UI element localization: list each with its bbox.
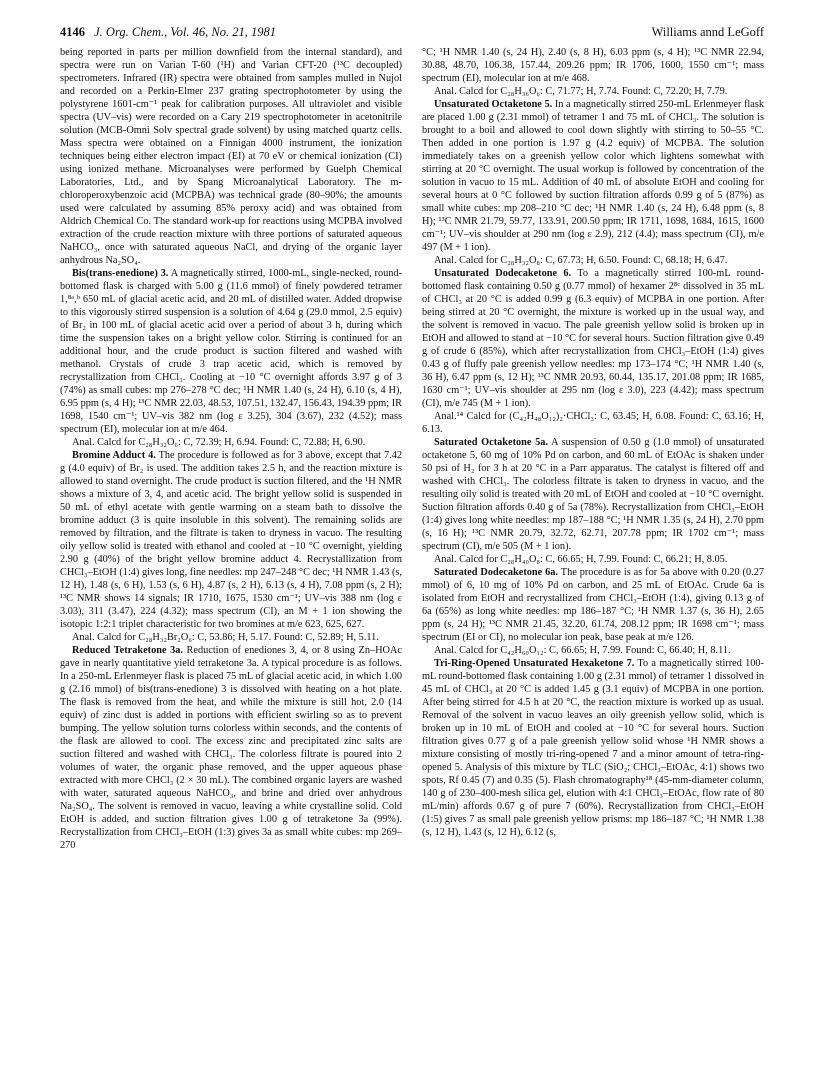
left-column (60, 46, 402, 1058)
paragraph-text: Anal.¹⁴ Calcd for (C₄₂H₄₈O₁₂)₂·CHCl₃: C, 63.45; H, 6.08. Found: C, 63.16; H, 6.13. (422, 411, 764, 435)
paragraph-text: being reported in parts per million downfield from the internal standard), and spectra were run on Varian T-60 (¹H) and Varian CFT-20 (¹³C decoupled) spectrometers. Infrared (IR) spectra were obtained from samples mulled in Nujol and recorded on a Perkin-Elmer 237 grating spectrophotometer by using the polystyrene 1601-cm⁻¹ peak for calibration purposes. All ultraviolet and visible spectra (UV–vis) were recorded on a Cary 219 spectrophotometer in acetonitrile solution (MCB-Omni Solv spectral grade solvent) by using matched quartz cells. Mass spectra were obtained on a Finnigan 4000 instrument, the ionization techniques being either electron impact (EI) at 70 eV or chemical ionization (CI) using ionized methane. Microanalyses were performed by Guelph Chemical Laboratories, Ltd., and by Spang Microanalytical Laboratory. The m-chloroperoxybenzoic acid (MCPBA) was technical grade (80–90%; the amounts used were calculated by assuming 85% peroxy acid) and was obtained from Aldrich Chemical Co. The standard work-up for reactions using MCPBA involved extraction of the crude reaction mixture with three portions of saturated aqueous NaHCO₃, once with saturated aqueous NaCl, and drying of the organic layer anhydrous Na₂SO₄. (60, 47, 402, 266)
page-number: 4146 (60, 25, 85, 39)
paragraph (422, 254, 764, 267)
header-left (60, 22, 276, 42)
paragraph (422, 85, 764, 98)
right-column (422, 46, 764, 1058)
paragraph-text: Anal. Calcd for C₂₈H₃₂Br₂O₆: C, 53.86; H, 5.17. Found: C, 52.89; H, 5.11. (72, 632, 379, 643)
paragraph (422, 267, 764, 410)
paragraph-text: °C; ¹H NMR 1.40 (s, 24 H), 2.40 (s, 8 H), 6.03 ppm (s, 4 H); ¹³C NMR 22.94, 30.88, 48.70, 106.38, 157.44, 209.26 ppm; IR 1706, 1600, 1550 cm⁻¹; mass spectrum (EI), molecular ion at m/e 468. (422, 47, 764, 84)
paragraph-heading: Saturated Dodecaketone 6a. (434, 567, 559, 578)
paragraph-heading: Tri-Ring-Opened Unsaturated Hexaketone 7. (434, 658, 635, 669)
paragraph-text: A suspension of 0.50 g (1.0 mmol) of unsaturated octaketone 5, 60 mg of 10% Pd on carbon, and 60 mL of EtOAc is shaken under 50 psi of H₂ for 3 h at 20 °C in a Parr apparatus. The catalyst is filtered off and washed with CHCl₃. The colorless filtrate is taken to dryness in vacuo, and the resulting oily solid is treated with 20 mL of EtOH and cooled at −10 °C overnight. Suction filtration affords 0.40 g of 5a (78%). Recrystallization from CHCl₃–EtOH (1:4) gives long white needles: mp 187–188 °C; ¹H NMR 1.35 (s, 24 H), 2.70 ppm (s, 16 H); ¹³C NMR 20.79, 32.72, 62.71, 207.78 ppm; IR 1702 cm⁻¹; mass spectrum (CI), m/e 505 (M + 1 ion). (422, 437, 764, 552)
paragraph (422, 566, 764, 644)
paragraph-text: Anal. Calcd for C₂₈H₃₆O₆: C, 71.77; H, 7.74. Found: C, 72.20; H, 7.79. (434, 86, 728, 97)
paragraph-text: The procedure is as for 5a above with 0.20 (0.27 mmol) of 6, 10 mg of 10% Pd on carbon, and 25 mL of EtOAc. Crude 6a is isolated from EtOH and recrystallized from CHCl₃–EtOH (1:4), giving 0.13 g of 6a (65%) as long white needles: mp 186–187 °C; ¹H NMR 1.37 (s, 36 H), 2.65 ppm (s, 24 H); ¹³C NMR 21.45, 32.20, 61.74, 208.12 ppm; IR 1698 cm⁻¹; mass spectrum (EI or CI), no molecular ion peak, base peak at m/e 126. (422, 567, 764, 643)
paragraph (422, 410, 764, 436)
paragraph-text: To a magnetically stirred 100-mL round-bottomed flask containing 1.00 g (2.31 mmol) of tetramer 1 dissolved in 45 mL of CHCl₃ at 20 °C is added 1.45 g (3.1 equiv) of MCPBA in one portion. After being stirred for 4.5 h at 20 °C, the reaction mixture is worked up as usual. Removal of the solvent in vacuo leaves an oily greenish yellow solid, which is broken up in 10 mL of EtOH and cooled at −10 °C for several hours. Suction filtration gives 0.77 g of a pale greenish yellow solid whose ¹H NMR shows a mixture consisting of mostly tri-ring-opened 7 and a minor amount of tetra-ring-opened 5. Analysis of this mixture by TLC (SiO₂; CHCl₃–EtOAc, 4:1) shows two spots, Rf 0.45 (7) and 0.35 (5). Flash chromatography¹⁸ (45-mm-diameter column, 140 g of 230–400-mesh silica gel, elution with 4:1 CHCl₃–EtOAc, flow rate of 80 mL/min) affords 0.67 g of pure 7 (60%). Recrystallization from CHCl₃–EtOH (1:5) gives 7 as small pale greenish yellow prisms: mp 186–187 °C; ¹H NMR 1.38 (s, 12 H), 1.43 (s, 12 H), 6.12 (s, (422, 658, 764, 838)
paragraph (60, 644, 402, 852)
paragraph-heading: Reduced Tetraketone 3a. (72, 645, 183, 656)
paragraph-heading: Saturated Octaketone 5a. (434, 437, 548, 448)
paragraph (422, 553, 764, 566)
paragraph-heading: Unsaturated Octaketone 5. (434, 99, 553, 110)
page-header (60, 22, 764, 42)
paragraph-text: Reduction of enediones 3, 4, or 8 using Zn–HOAc gave in nearly quantitative yield tetraketone 3a. A typical procedure is as follows. In a 250-mL Erlenmeyer flask is placed 75 mL of glacial acetic acid, in which 1.00 g (2.16 mmol) of bis(trans-enedione) 3 is dissolved with heating on a hot plate. The flask is removed from the heat, and while the mixture is still hot, 2.0 (14 equiv) of zinc dust is added in portions with efficient swirling so as to prevent bumping. The yellow solution turns colorless within seconds, and the contents of the flask are allowed to cool. The excess zinc and precipitated zinc salts are suction filtered and washed with CHCl₃. The colorless filtrate is poured into 2 volumes of water, the organic phase removed, and the upper aqueous phase extracted with more CHCl₃ (2 × 30 mL). The combined organic layers are washed with water, saturated aqueous NaHCO₃, and brine and dried over anhydrous Na₂SO₄. The solvent is removed in vacuo, leaving a white crystalline solid. Cold EtOH is added, and suction filtration gives 1.00 g of tetraketone 3a (99%). Recrystallization from CHCl₃–EtOH (1:3) gives 3a as small white cubes: mp 269–270 (60, 645, 402, 851)
paragraph-heading: Unsaturated Dodecaketone 6. (434, 268, 572, 279)
paragraph-text: In a magnetically stirred 250-mL Erlenmeyer flask are placed 1.00 g (2.31 mmol) of tetramer 1 and 75 mL of CHCl₃. The solution is brought to a boil and allowed to cool down slightly with stirring to 50–55 °C. Then added in one portion is 1.97 g (4.2 equiv) of MCPBA. The solution immediately takes on a greenish yellow color which lightens somewhat with stirring at 20 °C overnight. The usual workup is followed by concentration of the solution in vacuo to 15 mL. Addition of 40 mL of absolute EtOH and cooling for several hours at 0 °C followed by suction filtration affords 0.99 g of 5 (87%) as small white cubes: mp 208–210 °C dec; ¹H NMR 1.40 (s, 24 H), 6.48 ppm (s, 8 H); ¹³C NMR 21.79, 59.77, 133.91, 200.50 ppm; IR 1711, 1698, 1684, 1615, 1600 cm⁻¹; UV–vis shoulder at 290 nm (log ε 2.9), 212 (4.4); mass spectrum (CI), m/e 497 (M + 1 ion). (422, 99, 764, 253)
paragraph (60, 631, 402, 644)
paragraph (60, 267, 402, 436)
running-head-authors: Williams annd LeGoff (651, 25, 764, 39)
journal-citation: J. Org. Chem., Vol. 46, No. 21, 1981 (94, 25, 276, 39)
paragraph-text: To a magnetically stirred 100-mL round-bottomed flask containing 0.50 g (0.77 mmol) of hexamer 2⁸ᶜ dissolved in 35 mL of CHCl₃ at 20 °C is added 0.99 g (6.3 equiv) of MCPBA in one portion. After being stirred at 20 °C overnight, the mixture is worked up in the usual way, and the solvent is removed in vacuo. The pale greenish yellow solid is broken up in EtOH and allowed to stand at −10 °C for several hours. Suction filtration give 0.49 g of crude 6 (85%), which after recrystallization from CHCl₃–EtOH (1:4) gives 0.43 g of fluffy pale greenish yellow needles: mp 173–174 °C; ¹H NMR 1.40 (s, 36 H), 6.47 ppm (s, 12 H); ¹³C NMR 20.93, 60.44, 135.17, 201.08 ppm; IR 1685, 1630 cm⁻¹; UV–vis shoulder at 295 nm (log ε 3.0), 223 (4.42); mass spectrum (CI), m/e 745 (M + 1 ion). (422, 268, 764, 409)
paragraph-text: The procedure is followed as for 3 above, except that 7.42 g (4.0 equiv) of Br₂ is used. The addition takes 2.5 h, and the reaction mixture is allowed to stand overnight. The crude product is suction filtered, and the ¹H NMR shows a mixture of 3, 4, and acetic acid. The bright yellow solid is suspended in 50 mL of ethyl acetate with gentle warming on a steam bath to dissolve the bromine adduct (3 is quite insoluble in this solvent). The remaining solids are removed by filtration, and the filtrate is taken to dryness in vacuo. The resulting oily yellow solid is treated with ethanol and cooled at −10 °C overnight, yielding 2.90 g (40%) of the bright yellow bromine adduct 4. Recrystallization from CHCl₃–EtOH (1:4) gives long, fine needles: mp 247–248 °C dec; ¹H NMR 1.43 (s, 12 H), 1.48 (s, 6 H), 1.53 (s, 6 H), 4.87 (s, 2 H), 6.13 (s, 4 H), 7.08 ppm (s, 2 H); ¹³C NMR shows 14 signals; IR 1710, 1675, 1530 cm⁻¹; UV–vis 388 nm (log ε 3.03), 311 (3.47), 224 (4.32); mass spectrum (CI), an M + 1 ion showing the isotopic 1:2:1 triplet characteristic for two bromines at m/e 623, 625, 627. (60, 450, 402, 630)
paragraph (422, 98, 764, 254)
paragraph (422, 657, 764, 839)
paragraph-text: Anal. Calcd for C₂₈H₄₀O₈: C, 66.65; H, 7.99. Found: C, 66.21; H, 8.05. (434, 554, 728, 565)
paragraph-text: Anal. Calcd for C₄₂H₆₀O₁₂: C, 66.65; H, 7.99. Found: C, 66.40; H, 8.11. (434, 645, 731, 656)
paragraph (422, 436, 764, 553)
paragraph-text: A magnetically stirred, 1000-mL, single-necked, round-bottomed flask is charged with 5.00 g (11.6 mmol) of finely powdered tetramer 1,⁸ᵃ,ᵇ 650 mL of glacial acetic acid, and 20 mL of distilled water. Added dropwise to this vigorously stirred suspension is a solution of 4.64 g (29.0 mmol, 2.5 equiv) of Br₂ in 100 mL of glacial acetic acid over a period of about 3 h, during which time the suspension takes on a bright yellow color. Stirring is continued for an additional hour, and the crude product is suction filtered and washed with methanol. Crystals of crude 3 trap acetic acid, which is removed by recrystallization from CHCl₃. Cooling at −10 °C overnight affords 3.97 g of 3 (74%) as small cubes: mp 276–278 °C dec; ¹H NMR 1.40 (s, 24 H), 6.10 (s, 4 H), 6.95 ppm (s, 4 H); ¹³C NMR 22.03, 48.53, 107.51, 132.47, 156.43, 194.39 ppm; IR 1698, 1540 cm⁻¹; UV–vis 382 nm (log ε 3.25), 304 (3.67), 232 (4.52); mass spectrum (EI), molecular ion at m/e 464. (60, 268, 402, 435)
paragraph-text: Anal. Calcd for C₂₈H₃₂O₆: C, 72.39; H, 6.94. Found: C, 72.88; H, 6.90. (72, 437, 366, 448)
paragraph (422, 644, 764, 657)
paragraph-text: Anal. Calcd for C₂₈H₃₂O₈: C, 67.73; H, 6.50. Found: C, 68.18; H, 6.47. (434, 255, 728, 266)
paragraph (60, 46, 402, 267)
paragraph-heading: Bis(trans-enedione) 3. (72, 268, 169, 279)
paragraph (60, 436, 402, 449)
paragraph (422, 46, 764, 85)
paragraph (60, 449, 402, 631)
paragraph-heading: Bromine Adduct 4. (72, 450, 156, 461)
